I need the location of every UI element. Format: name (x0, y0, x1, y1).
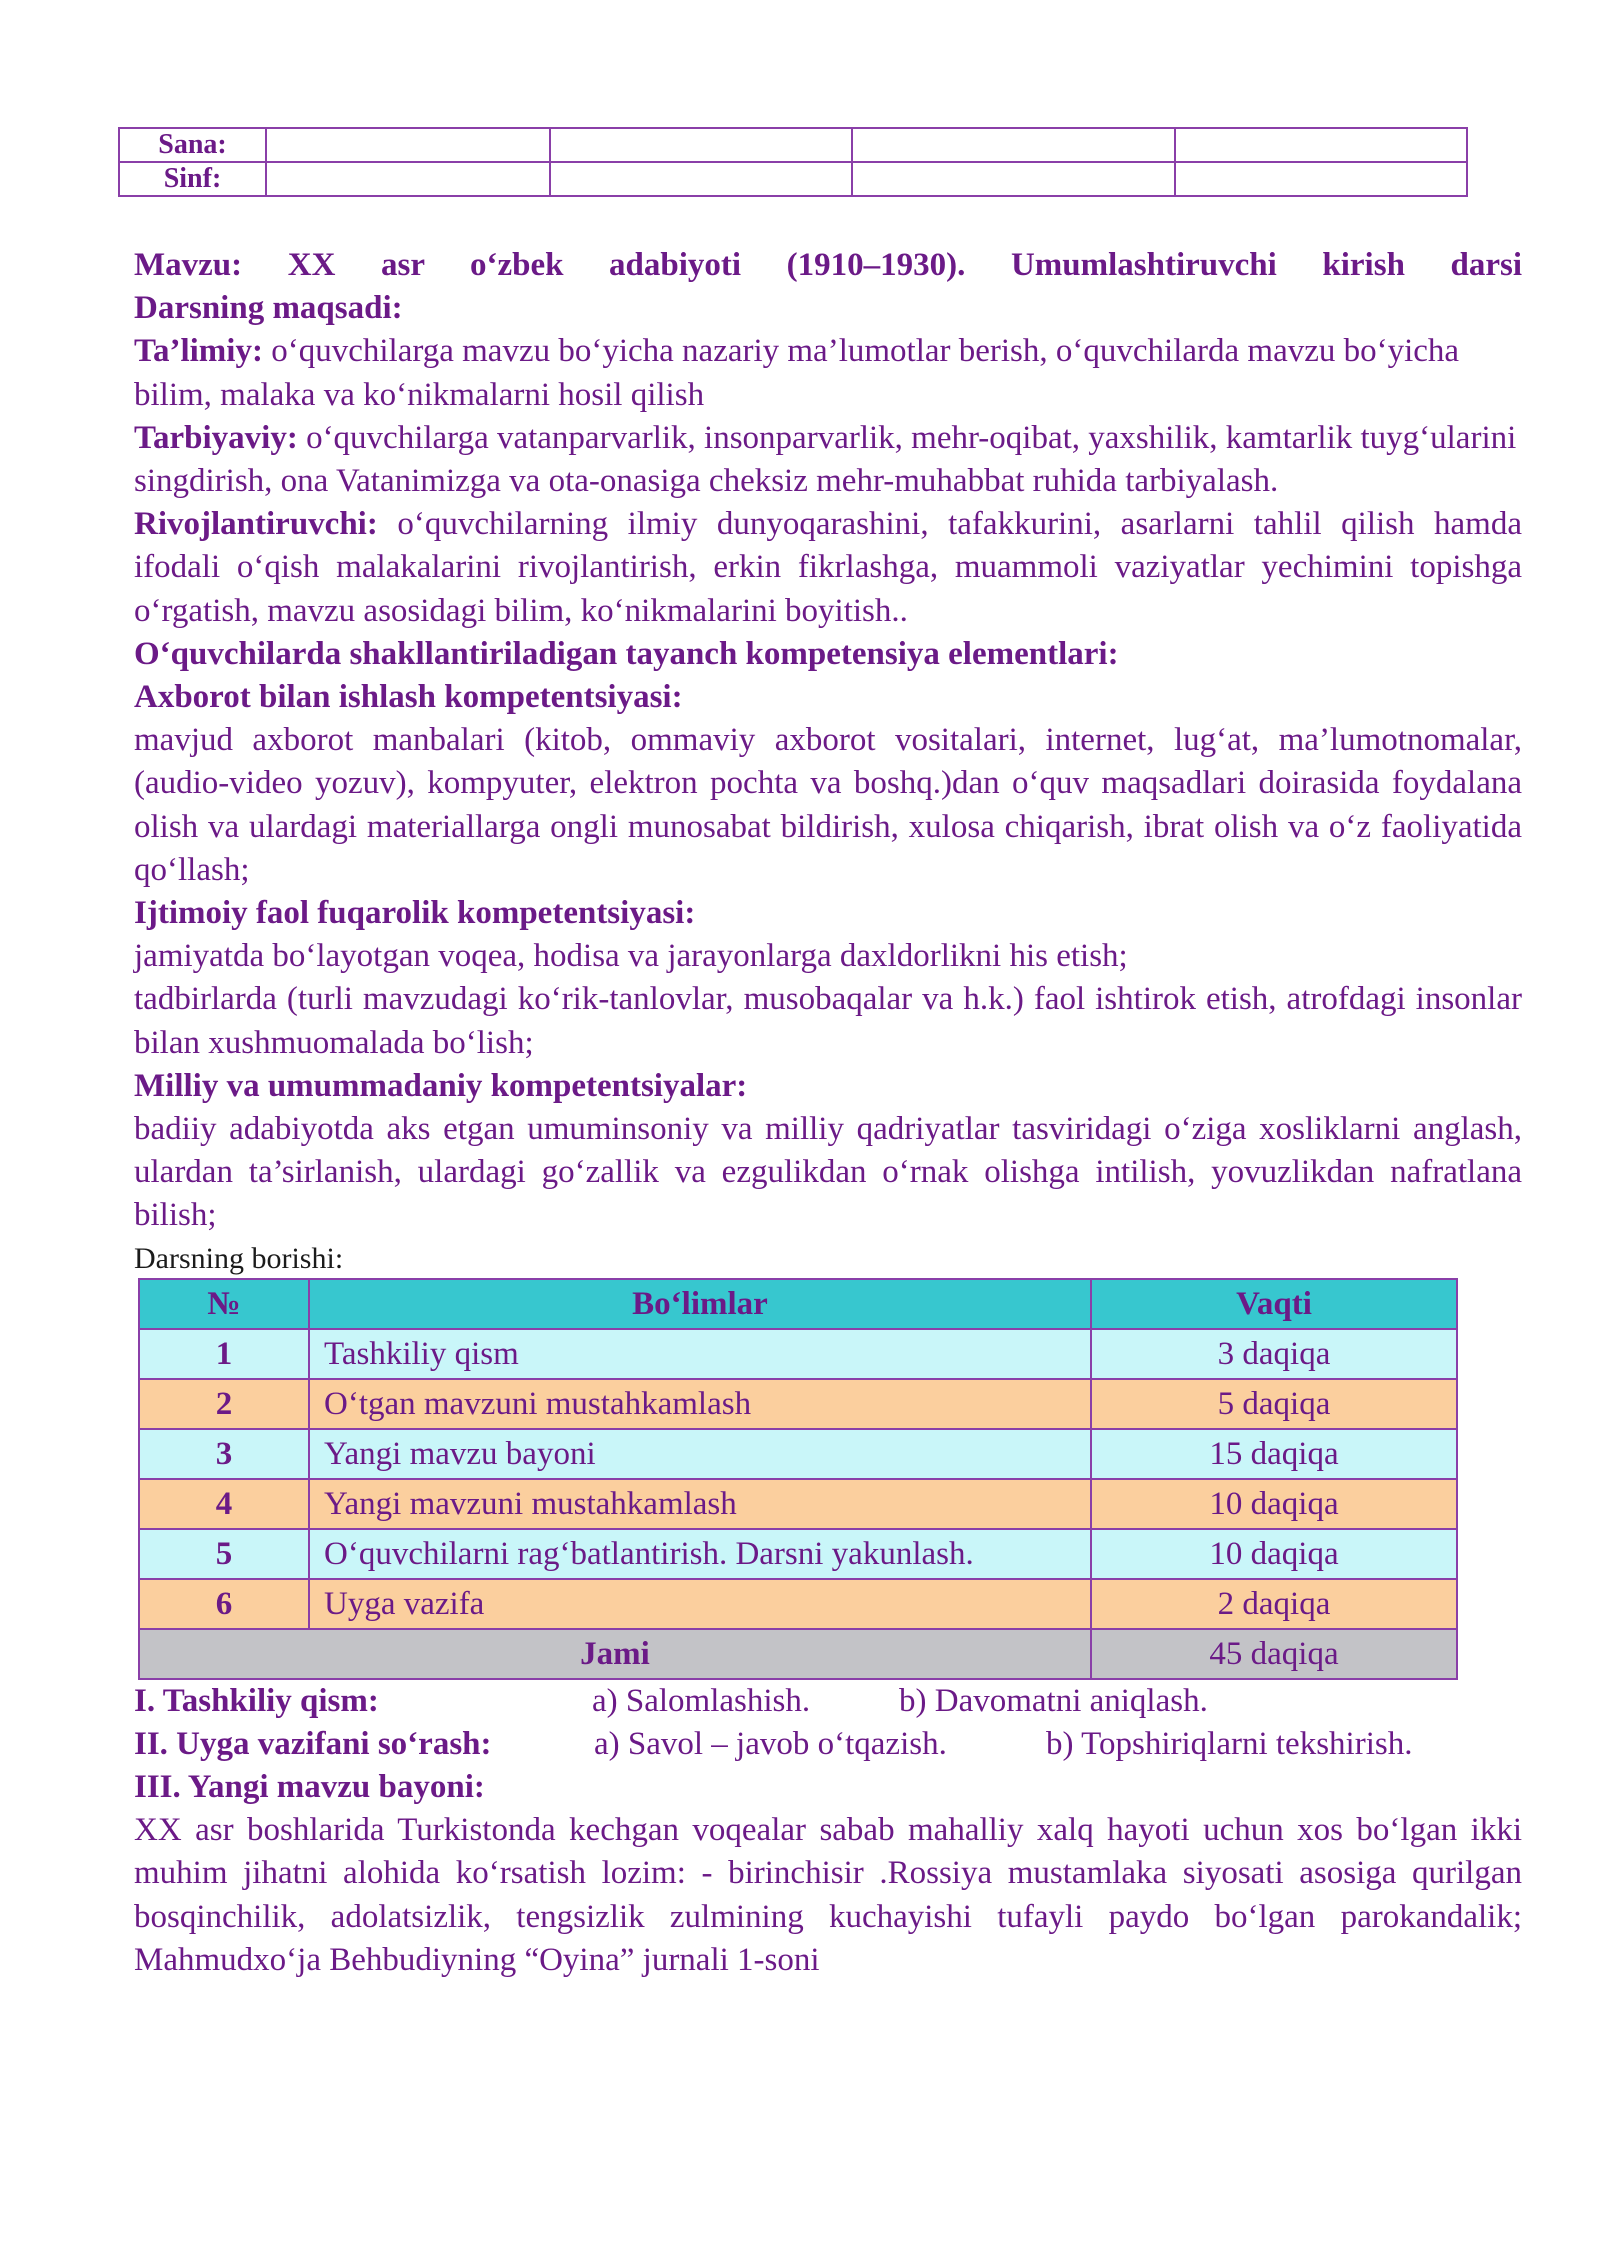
upbringing-goal-text: o‘quvchilarga vatanparvarlik, insonparvarlik, mehr-oqibat, yaxshilik, kamtarlik tuyg‘ularini singdirish, ona Vatanimizga va ota-onasiga cheksiz mehr-muhabbat ruhida tarbiyalash. (134, 419, 1517, 500)
row-section: Tashkiliy qism (309, 1329, 1091, 1379)
new-topic-heading: III. Yangi mavzu bayoni: (134, 1769, 485, 1806)
goals-heading: Darsning maqsadi: (134, 290, 403, 327)
date-class-table (118, 127, 1468, 197)
table-row (139, 1479, 1457, 1529)
row-section: O‘tgan mavzuni mustahkamlash (309, 1379, 1091, 1429)
row-number: 6 (139, 1579, 309, 1629)
date-cell[interactable] (852, 128, 1175, 162)
cultural-competency-text: badiiy adabiyotda aks etgan umuminsoniy va milliy qadriyatlar tasviridagi o‘ziga xosliklarni anglash, ulardan ta’sirlanish, ulardagi go‘zallik va ezgulikdan o‘rnak olishga intilish, yovuzlikdan nafratlana bilish; (134, 1111, 1522, 1234)
lesson-flow-header (139, 1279, 1457, 1329)
educational-goal-label: Ta’limiy: (134, 333, 263, 370)
row-time: 2 daqiqa (1091, 1579, 1457, 1629)
stage-organizational (134, 1680, 1522, 1723)
row-section: Yangi mavzuni mustahkamlash (309, 1479, 1091, 1529)
lesson-flow-table (138, 1278, 1458, 1680)
date-cell[interactable] (1175, 128, 1467, 162)
topic-line (134, 244, 1522, 287)
stage-step-a: a) Salomlashish. (592, 1682, 811, 1719)
row-time: 10 daqiqa (1091, 1479, 1457, 1529)
class-row (119, 162, 1467, 196)
stage-step-b: b) Davomatni aniqlash. (899, 1682, 1208, 1719)
column-header-number: № (139, 1279, 309, 1329)
column-header-time: Vaqti (1091, 1279, 1457, 1329)
row-section: Uyga vazifa (309, 1579, 1091, 1629)
row-number: 5 (139, 1529, 309, 1579)
lesson-plan-body (134, 244, 1522, 1982)
topic-label: Mavzu: (134, 247, 243, 283)
new-topic-text: XX asr boshlarida Turkistonda kechgan voqealar sabab mahalliy xalq hayoti uchun xos bo‘lgan ikki muhim jihatni alohida ko‘rsatish lozim: - birinchisir .Rossiya mustamlaka siyosati asosiga qurilgan bosqinchilik, adolatsizlik, tengsizlik zulmining kuchayishi tufayli paydo bo‘lgan parokandalik; Mahmudxo‘ja Behbudiyning “Oyina” jurnali 1-soni (134, 1812, 1522, 1978)
date-row (119, 128, 1467, 162)
class-cell[interactable] (1175, 162, 1467, 196)
developmental-goal-text: o‘quvchilarning ilmiy dunyoqarashini, tafakkurini, asarlarni tahlil qilish hamda ifodali o‘qish malakalarini rivojlantirish, erkin fikrlashga, muammoli vaziyatlar yechimini topishga o‘rgatish, mavzu asosidagi bilim, ko‘nikmalarini boyitish.. (134, 506, 1522, 629)
total-time: 45 daqiqa (1091, 1629, 1457, 1679)
row-time: 3 daqiqa (1091, 1329, 1457, 1379)
civic-competency-line-1: jamiyatda bo‘layotgan voqea, hodisa va jarayonlarga daxldorlikni his etish; (134, 938, 1128, 975)
column-header-section: Bo‘limlar (309, 1279, 1091, 1329)
row-time: 15 daqiqa (1091, 1429, 1457, 1479)
date-cell[interactable] (550, 128, 852, 162)
row-number: 1 (139, 1329, 309, 1379)
educational-goal-text: o‘quvchilarga mavzu bo‘yicha nazariy ma’lumotlar berish, o‘quvchilarda mavzu bo‘yicha bilim, malaka va ko‘nikmalarni hosil qilish (134, 333, 1460, 413)
row-section: Yangi mavzu bayoni (309, 1429, 1091, 1479)
row-time: 10 daqiqa (1091, 1529, 1457, 1579)
row-number: 2 (139, 1379, 309, 1429)
total-label: Jami (139, 1629, 1091, 1679)
row-number: 3 (139, 1429, 309, 1479)
table-row (139, 1429, 1457, 1479)
info-competency-heading: Axborot bilan ishlash kompetentsiyasi: (134, 679, 683, 716)
class-label: Sinf: (119, 162, 266, 196)
educational-goal (134, 330, 1522, 416)
info-competency-text: mavjud axborot manbalari (kitob, ommaviy axborot vositalari, internet, lug‘at, ma’lumotnomalar, (audio-video yozuv), kompyuter, elektron pochta va boshq.)dan o‘quv maqsadlari doirasida foydalana olish va ulardagi materiallarga ongli munosabat bildirish, xulosa chiqarish, ibrat olish va o‘z faoliyatida qo‘llash; (134, 722, 1522, 888)
row-section: O‘quvchilarni rag‘batlantirish. Darsni yakunlash. (309, 1529, 1091, 1579)
topic-text: XX asr o‘zbek adabiyoti (1910–1930). Umumlashtiruvchi kirish darsi (287, 247, 1523, 283)
date-cell[interactable] (266, 128, 550, 162)
stage-title: II. Uyga vazifani so‘rash: (134, 1725, 492, 1762)
row-time: 5 daqiqa (1091, 1379, 1457, 1429)
class-cell[interactable] (266, 162, 550, 196)
developmental-goal (134, 503, 1522, 633)
stage-title: I. Tashkiliy qism: (134, 1682, 379, 1719)
table-row (139, 1329, 1457, 1379)
table-row (139, 1379, 1457, 1429)
cultural-competency-heading: Milliy va umummadaniy kompetentsiyalar: (134, 1067, 748, 1104)
date-label: Sana: (119, 128, 266, 162)
civic-competency-heading: Ijtimoiy faol fuqarolik kompetentsiyasi: (134, 895, 696, 932)
row-number: 4 (139, 1479, 309, 1529)
developmental-goal-label: Rivojlantiruvchi: (134, 506, 378, 543)
class-cell[interactable] (852, 162, 1175, 196)
stage-step-b: b) Topshiriqlarni tekshirish. (1046, 1725, 1413, 1762)
stage-homework-check (134, 1723, 1522, 1766)
class-cell[interactable] (550, 162, 852, 196)
lesson-flow-label: Darsning borishi: (134, 1241, 344, 1275)
civic-competency-line-2: tadbirlarda (turli mavzudagi ko‘rik-tanlovlar, musobaqalar va h.k.) faol ishtirok etish, atrofdagi insonlar bilan xushmuomalada bo‘lish; (134, 981, 1522, 1061)
competency-heading: O‘quvchilarda shakllantiriladigan tayanch kompetensiya elementlari: (134, 635, 1119, 672)
upbringing-goal (134, 417, 1522, 503)
upbringing-goal-label: Tarbiyaviy: (134, 419, 298, 456)
table-row (139, 1579, 1457, 1629)
total-row (139, 1629, 1457, 1679)
table-row (139, 1529, 1457, 1579)
stage-step-a: a) Savol – javob o‘tqazish. (594, 1725, 947, 1762)
